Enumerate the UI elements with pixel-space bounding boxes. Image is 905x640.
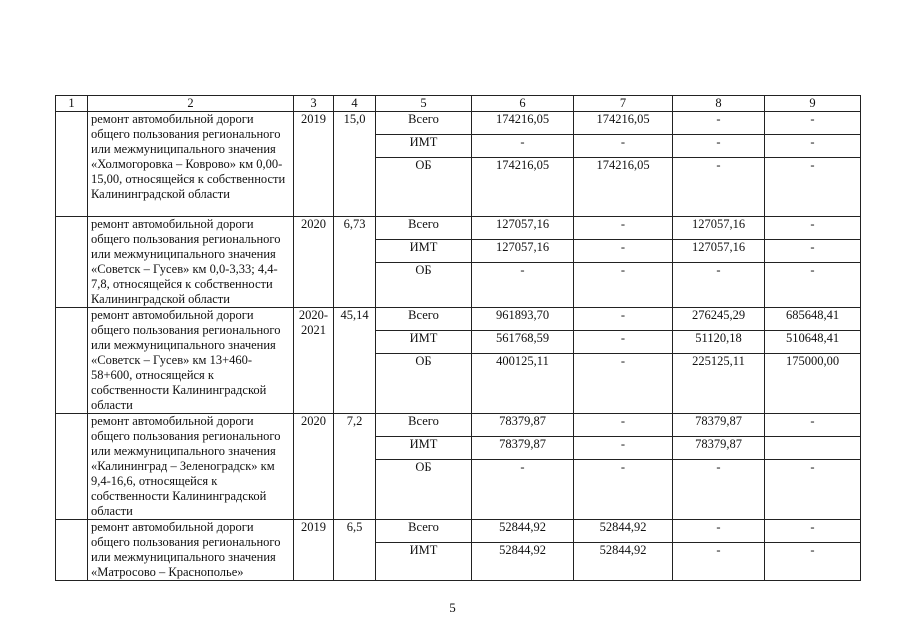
road-description: ремонт автомобильной дороги общего пользования регионального или межмуниципального значения «Холмогоровка – Коврово» км 0,00-15,00, относящейся к собственности Калининградской области	[88, 112, 294, 217]
column-header: 7	[574, 96, 673, 112]
total-cell: 561768,59	[472, 331, 574, 354]
amount-cell: -	[673, 158, 765, 217]
funding-source: ОБ	[376, 263, 472, 308]
funding-source: Всего	[376, 112, 472, 135]
column-header: 8	[673, 96, 765, 112]
amount-cell: -	[574, 331, 673, 354]
amount-cell: -	[673, 263, 765, 308]
amount-cell: -	[574, 240, 673, 263]
total-cell: 174216,05	[472, 112, 574, 135]
amount-cell: 78379,87	[673, 414, 765, 437]
amount-cell: -	[765, 520, 861, 543]
column-header: 4	[334, 96, 376, 112]
amount-cell: -	[765, 112, 861, 135]
length-cell: 7,2	[334, 414, 376, 520]
year-cell: 2019	[294, 520, 334, 581]
amount-cell: -	[765, 240, 861, 263]
road-description: ремонт автомобильной дороги общего пользования регионального или межмуниципального значения «Калининград – Зеленоградск» км 9,4-16,6, относящейся к собственности Калининградской области	[88, 414, 294, 520]
amount-cell: -	[574, 437, 673, 460]
amount-cell: 78379,87	[673, 437, 765, 460]
amount-cell: -	[673, 112, 765, 135]
table-row	[56, 414, 861, 437]
amount-cell: -	[673, 135, 765, 158]
funding-source: Всего	[376, 520, 472, 543]
road-description: ремонт автомобильной дороги общего пользования регионального или межмуниципального значения «Матросово – Краснополье»	[88, 520, 294, 581]
amount-cell: 685648,41	[765, 308, 861, 331]
length-cell: 6,5	[334, 520, 376, 581]
funding-source: Всего	[376, 217, 472, 240]
funding-source: ИМТ	[376, 240, 472, 263]
amount-cell: 175000,00	[765, 354, 861, 414]
funding-source: ОБ	[376, 460, 472, 520]
amount-cell: 52844,92	[574, 543, 673, 581]
total-cell: 52844,92	[472, 543, 574, 581]
table-row	[56, 520, 861, 543]
funding-source: ИМТ	[376, 437, 472, 460]
length-cell: 15,0	[334, 112, 376, 217]
amount-cell: -	[574, 263, 673, 308]
amount-cell: -	[574, 308, 673, 331]
road-description: ремонт автомобильной дороги общего пользования регионального или межмуниципального значения «Советск – Гусев» км 0,0-3,33; 4,4-7,8, относящейся к собственности Калининградской области	[88, 217, 294, 308]
amount-cell: -	[765, 460, 861, 520]
total-cell: 127057,16	[472, 217, 574, 240]
amount-cell: -	[574, 135, 673, 158]
funding-source: ОБ	[376, 158, 472, 217]
column-header: 1	[56, 96, 88, 112]
amount-cell: 510648,41	[765, 331, 861, 354]
total-cell: 400125,11	[472, 354, 574, 414]
total-cell: 127057,16	[472, 240, 574, 263]
year-cell: 2019	[294, 112, 334, 217]
length-cell: 45,14	[334, 308, 376, 414]
total-cell: -	[472, 263, 574, 308]
total-cell: -	[472, 135, 574, 158]
year-cell: 2020	[294, 414, 334, 520]
total-cell: 78379,87	[472, 437, 574, 460]
amount-cell: -	[765, 263, 861, 308]
year-cell: 2020-2021	[294, 308, 334, 414]
amount-cell: 276245,29	[673, 308, 765, 331]
funding-source: Всего	[376, 308, 472, 331]
amount-cell: 174216,05	[574, 112, 673, 135]
amount-cell: -	[574, 460, 673, 520]
page-number: 5	[449, 600, 456, 615]
road-description: ремонт автомобильной дороги общего пользования регионального или межмуниципального значения «Советск – Гусев» км 13+460-58+600, относящейся к собственности Калининградской области	[88, 308, 294, 414]
amount-cell: -	[673, 520, 765, 543]
total-cell: 961893,70	[472, 308, 574, 331]
funding-source: ИМТ	[376, 543, 472, 581]
column-header: 3	[294, 96, 334, 112]
table-row	[56, 308, 861, 331]
amount-cell: 174216,05	[574, 158, 673, 217]
amount-cell: 52844,92	[574, 520, 673, 543]
year-cell: 2020	[294, 217, 334, 308]
amount-cell: -	[574, 217, 673, 240]
length-cell: 6,73	[334, 217, 376, 308]
column-header: 6	[472, 96, 574, 112]
total-cell: 78379,87	[472, 414, 574, 437]
amount-cell	[765, 437, 861, 460]
amount-cell: -	[765, 543, 861, 581]
amount-cell: -	[765, 158, 861, 217]
table-row	[56, 217, 861, 240]
amount-cell: 127057,16	[673, 240, 765, 263]
amount-cell: 225125,11	[673, 354, 765, 414]
header-row	[56, 96, 861, 112]
row-number-cell	[56, 308, 88, 414]
amount-cell: -	[574, 414, 673, 437]
column-header: 9	[765, 96, 861, 112]
row-number-cell	[56, 414, 88, 520]
amount-cell: 127057,16	[673, 217, 765, 240]
row-number-cell	[56, 520, 88, 581]
column-header: 2	[88, 96, 294, 112]
column-header: 5	[376, 96, 472, 112]
amount-cell: 51120,18	[673, 331, 765, 354]
amount-cell: -	[574, 354, 673, 414]
funding-source: Всего	[376, 414, 472, 437]
table-row	[56, 112, 861, 135]
row-number-cell	[56, 217, 88, 308]
amount-cell: -	[765, 414, 861, 437]
funding-source: ИМТ	[376, 331, 472, 354]
amount-cell: -	[673, 543, 765, 581]
funding-source: ИМТ	[376, 135, 472, 158]
row-number-cell	[56, 112, 88, 217]
financing-table	[55, 95, 861, 581]
amount-cell: -	[765, 135, 861, 158]
amount-cell: -	[673, 460, 765, 520]
total-cell: 52844,92	[472, 520, 574, 543]
funding-source: ОБ	[376, 354, 472, 414]
amount-cell: -	[765, 217, 861, 240]
total-cell: -	[472, 460, 574, 520]
total-cell: 174216,05	[472, 158, 574, 217]
